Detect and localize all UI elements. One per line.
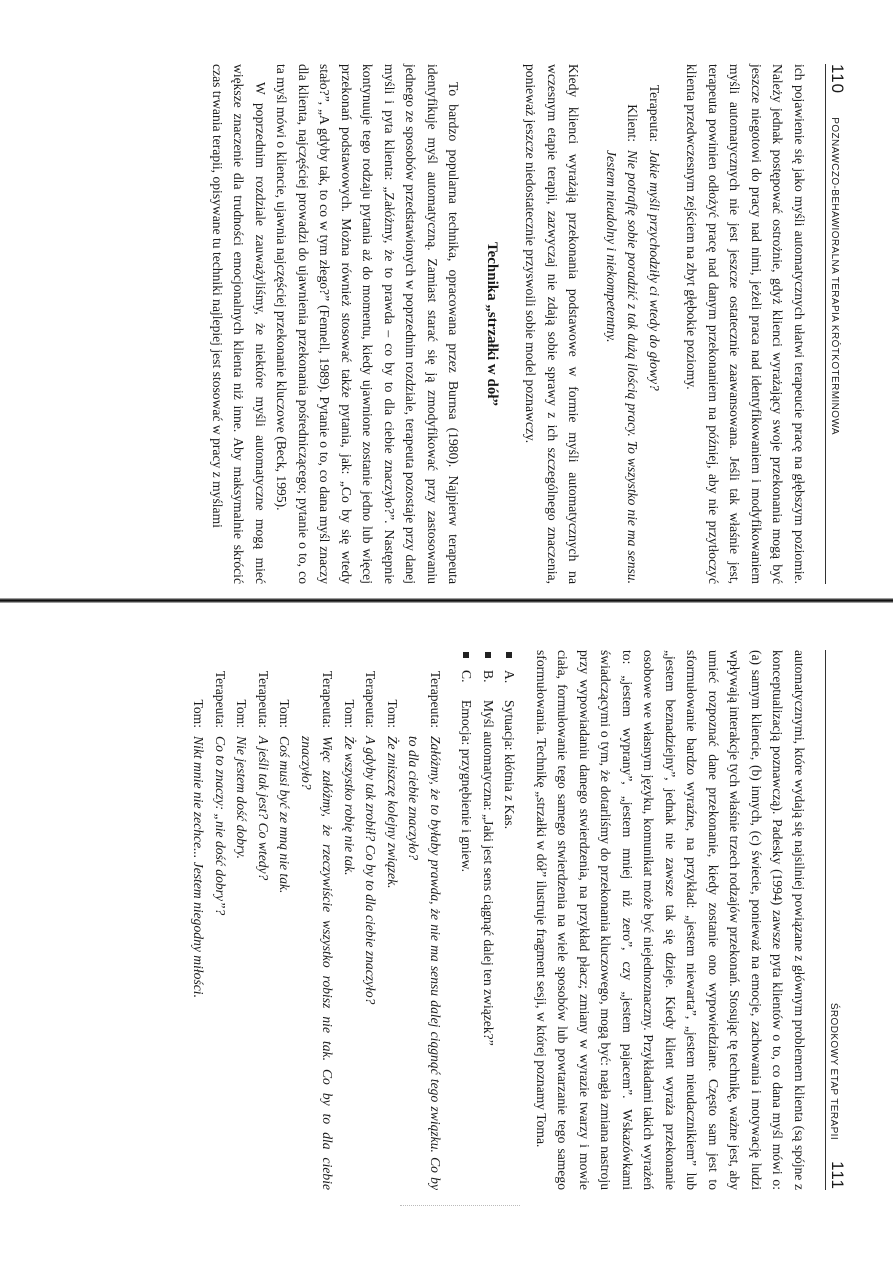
- section-title: Technika „strzałki w dół”: [484, 241, 500, 407]
- dialogue-line: [253, 650, 275, 1190]
- dialogue-line: [210, 650, 232, 1190]
- speaker-label: Klient:: [625, 104, 641, 142]
- book-fold-shadow: [0, 598, 893, 603]
- utterance: Coś musi być ze mną nie tak.: [277, 736, 293, 894]
- speaker-label: Terapeuta:: [647, 84, 662, 142]
- list-text: Emocja: przygnębienie i gniew.: [459, 700, 475, 872]
- utterance: Jakie myśli przychodziły ci wtedy do głowy?: [647, 150, 662, 391]
- scan-smudge: [400, 1205, 520, 1212]
- paragraph: W poprzednim rozdziale zauważyliśmy, że niektóre myśli automatyczne mogą mieć większe znaczenie dla trudności emocjonalnych klienta niż inne. Aby maksymalnie skrócić czas trwania terapii, opisywane tu techniki najlepiej jest stosować w pracy z myślami: [210, 64, 268, 584]
- right-page: [48, 650, 848, 1190]
- speaker-label: Tom:: [342, 699, 357, 728]
- right-page-body: [188, 650, 810, 1190]
- utterance: Nikt mnie nie zechce... Jestem niegodny miłości.: [191, 736, 207, 998]
- list-item: [478, 650, 500, 1190]
- list-letter: A.: [502, 670, 518, 684]
- speaker-label: Tom:: [277, 699, 293, 728]
- utterance: Załóżmy, że to byłaby prawda, że nie ma sensu dalej ciągnąć tego związku. Co by to dla ciebie znaczyło?: [406, 736, 443, 1190]
- list-letter: B.: [481, 670, 496, 683]
- dialogue-line: [231, 650, 253, 1190]
- dialogue-line: [644, 64, 666, 584]
- dialogue-line: [382, 650, 404, 1190]
- speaker-label: Terapeuta:: [213, 670, 228, 728]
- dialogue-line: [188, 650, 210, 1190]
- speaker-label: Terapeuta:: [428, 670, 443, 728]
- list-item: [499, 650, 521, 1190]
- speaker-label: Tom:: [385, 699, 400, 728]
- dialogue-line: [274, 650, 296, 1190]
- utterance: Że wszystko robię nie tak.: [342, 736, 357, 876]
- utterance: Więc załóżmy, że rzeczywiście wszystko robisz nie tak. Co by to dla ciebie znaczyło?: [299, 736, 336, 1190]
- dialogue-line: [403, 650, 446, 1190]
- list-text: Myśl automatyczna: „Jaki jest sens ciągnąć dalej ten związek?”: [481, 700, 496, 1046]
- abc-list: [456, 650, 521, 1190]
- page-number: 110: [828, 64, 847, 95]
- header-rule: [825, 650, 826, 1190]
- dialogue-block: [601, 64, 666, 584]
- page-number: 111: [828, 1161, 847, 1190]
- running-head: POZNAWCZO-BEHAWIORALNA TERAPIA KRÓTKOTERMINOWA: [829, 117, 840, 435]
- paragraph: ich pojawienie się jako myśli automatycznych ułatwi terapeucie pracę na głębszym poziomie. Należy jednak postępować ostrożnie, gdyż klienci wyrażający swoje przekonania mogą być jeszcze niegotowi do pracy nad nimi, jeżeli praca nad identyfikowaniem i modyfikowaniem myśli automatycznych nie jest jeszcze ostatecznie zaawansowana. Jeśli tak właśnie jest, terapeuta powinien odłożyć pracę nad danym przekonaniem na później, aby nie przytłoczyć klienta przedwczesnym zejściem na zbyt głębokie poziomy.: [684, 64, 807, 584]
- left-page-body: [207, 64, 811, 584]
- speaker-label: Tom:: [234, 699, 250, 728]
- dialogue-line: [296, 650, 339, 1190]
- utterance: Że zniszczę kolejny związek.: [385, 736, 400, 889]
- paragraph: To bardzo popularna technika, opracowana przez Burnsa (1980). Najpierw terapeuta identyfikuje myśl automatyczną. Zamiast starać się ją zmodyfikować przy zastosowaniu jednego ze sposobów przedstawionych w poprzednim rozdziale, terapeuta pozostaje przy danej myśli i pyta klienta: „Załóżmy, że to prawda – co by to dla ciebie znaczyło?”. Następnie kontynuuje tego rodzaju pytania aż do momentu, kiedy ujawnione zostanie jedno lub więcej przekonań podstawowych. Można również stosować także pytania, jak: „Co by się wtedy stało?”, „A gdyby tak, to co w tym złego?” (Fennell, 1989). Pytanie o to, co dana myśl znaczy dla klienta, najczęściej prowadzi do ujawnienia przekonania pośredniczącego; pytanie o to, co ta myśl mówi o kliencie, ujawnia najczęściej przekonanie kluczowe (Beck, 1995).: [274, 64, 462, 584]
- dialogue-line: [360, 650, 382, 1190]
- header-rule: [825, 64, 826, 584]
- utterance: A gdyby tak zrobił? Co by to dla ciebie znaczyło?: [363, 736, 379, 1005]
- utterance: A jeśli tak jest? Co wtedy?: [256, 736, 271, 881]
- paragraph: automatycznymi, które wydają się najsilniej powiązane z głównym problemem klienta (są spójne z konceptualizacją poznawczą). Padesky (1994) zawsze pyta klientów o to, co dana myśl mówi o: (a) samym kliencie, (b) innych, (c) świecie, ponieważ na emocje, zachowania i motywację ludzi wpływają interakcje tych właśnie trzech rodzajów przekonań. Stosując tę technikę, ważne jest, aby umieć rozpoznać dane przekonanie, kiedy zostanie ono wypowiedziane. Często sam jest to sformułowanie bardzo wyraźne, na przykład: „jestem niewarta”, „jestem nieudacznikiem” lub „jestem beznadziejny”, jednak nie zawsze tak się dzieje. Kiedy klient wyraża przekonanie osobowe we własnym języku, komunikat może być niejednoznaczny. Przykładami takich wyrażeń to: „jestem wyprany”, „jestem mniej niż zero”, czy „jestem pajacem”. Wskazówkami świadczącymi o tym, że dotarliśmy do przekonania kluczowego, mogą być: nagła zmiana nastroju przy wypowiadaniu danego stwierdzenia, na przykład płacz; zmiany w wyrazie twarzy i mowie ciała, formułowanie tego samego stwierdzenia na wiele sposobów lub powtarzanie tego samego sformułowania. Technikę „strzałki w dół” ilustruje fragment sesji, w której poznamy Toma.: [534, 650, 807, 1190]
- list-letter: C.: [459, 670, 475, 683]
- speaker-label: Terapeuta:: [363, 670, 379, 728]
- speaker-label: Terapeuta:: [320, 670, 336, 728]
- utterance: Nie potrafię sobie poradzić z tak dużą ilością pracy. To wszystko nie ma sensu. Jestem nieudolny i niekompetentny.: [604, 150, 641, 584]
- speaker-label: Tom:: [191, 699, 207, 728]
- dialogue-block: [188, 650, 446, 1190]
- speaker-label: Terapeuta:: [256, 670, 271, 728]
- dialogue-line: [339, 650, 361, 1190]
- list-item: [456, 650, 478, 1190]
- left-page: [48, 64, 848, 584]
- list-text: Sytuacja: kłótnia z Kas.: [502, 700, 518, 830]
- paragraph: Kiedy klienci wyrażają przekonania podstawowe w formie myśli automatycznych na wczesnym etapie terapii, zazwyczaj nie zdają sobie sprawy z ich szczególnego znaczenia, ponieważ jeszcze niedostatecznie przyswoili sobie model poznawczy.: [523, 64, 582, 584]
- dialogue-line: [601, 64, 644, 584]
- running-head: ŚRODKOWY ETAP TERAPII: [828, 1002, 839, 1140]
- utterance: Nie jestem dość dobry.: [234, 736, 250, 860]
- utterance: Co to znaczy: „nie dość dobry”?: [213, 736, 228, 916]
